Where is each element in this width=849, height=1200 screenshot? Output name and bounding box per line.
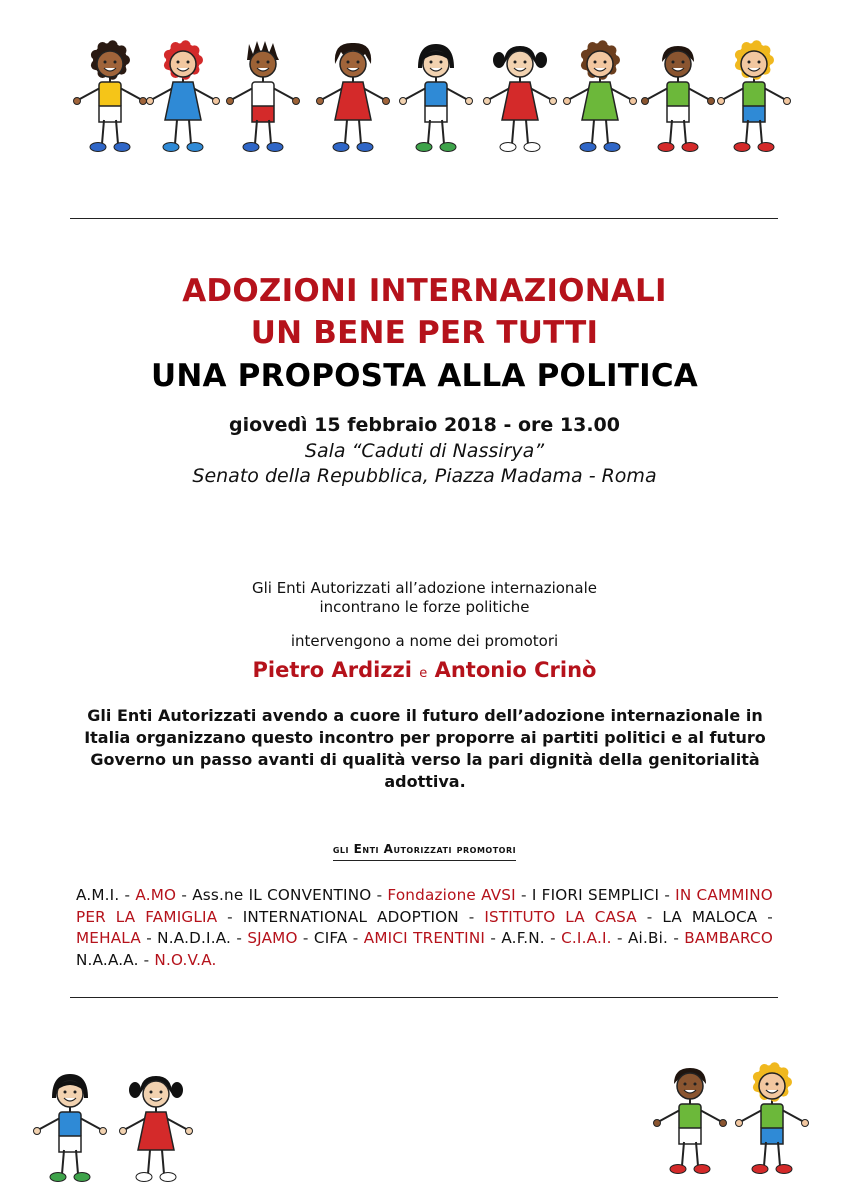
separator: - xyxy=(515,886,532,904)
children-illustration-top xyxy=(70,38,790,168)
separator: - xyxy=(659,886,676,904)
promoter-org: N.A.D.I.A. xyxy=(157,929,232,947)
promoters-label: gli Enti Autorizzati promotori xyxy=(333,842,516,861)
boy-yellow-shirt-icon xyxy=(70,38,150,163)
speaker-2: Antonio Crinò xyxy=(434,658,597,682)
promoter-org: IN CAMMINO PER LA FAMIGLIA xyxy=(76,886,773,926)
girl-red-hair-blue-dress-icon xyxy=(143,38,223,163)
separator: - xyxy=(371,886,388,904)
separator: - xyxy=(544,929,562,947)
promoter-org: C.I.A.I. xyxy=(561,929,612,947)
separator: - xyxy=(458,907,485,926)
boy-blonde-green-shirt-icon xyxy=(732,1060,812,1185)
speaker-1: Pietro Ardizzi xyxy=(252,658,412,682)
promoter-org: I FIORI SEMPLICI xyxy=(531,886,660,904)
bottom-divider xyxy=(70,997,778,998)
promoter-org: N.A.A.A. xyxy=(76,950,139,969)
promoters-label-wrap xyxy=(0,838,849,857)
separator: - xyxy=(485,929,502,947)
promoter-org: A.M.I. xyxy=(76,886,120,904)
separator: - xyxy=(297,929,314,947)
body-paragraph: Gli Enti Autorizzati avendo a cuore il futuro dell’adozione internazionale in Italia organizzano questo incontro per proporre ai partiti politici e al futuro Governo un passo avanti di qualità verso la pari dignità della genitorialità adottiva. xyxy=(84,706,766,791)
separator: - xyxy=(347,929,364,947)
intro-line-2: incontrano le forze politiche xyxy=(319,598,530,616)
promoter-org: A.F.N. xyxy=(501,929,545,947)
promoter-org: Fondazione AVSI xyxy=(387,886,516,904)
separator: - xyxy=(231,929,248,947)
intro-line-1: Gli Enti Autorizzati all’adozione internazionale xyxy=(251,579,598,597)
promoter-org: ISTITUTO LA CASA xyxy=(484,907,637,926)
promoters-list xyxy=(76,885,773,971)
girl-red-dress-icon xyxy=(313,38,393,163)
promoter-org: A.MO xyxy=(135,886,177,904)
event-place: Senato della Repubblica, Piazza Madama - Roma xyxy=(192,465,657,487)
children-illustration-bottom-left xyxy=(30,1068,200,1198)
promoter-org: BAMBARCO xyxy=(684,929,773,947)
title-line-1: ADOZIONI INTERNAZIONALI xyxy=(182,273,667,309)
girl-blue-shirt-icon xyxy=(30,1068,110,1193)
title-line-2: UN BENE PER TUTTI xyxy=(250,315,599,351)
promoter-org: AMICI TRENTINI xyxy=(363,929,486,947)
separator: - xyxy=(140,929,158,947)
separator: - xyxy=(217,907,243,926)
separator: - xyxy=(138,950,155,969)
separator: - xyxy=(757,907,773,926)
promoter-org: MEHALA xyxy=(76,929,141,947)
intro-line-3: intervengono a nome dei promotori xyxy=(290,632,559,650)
top-divider xyxy=(70,218,778,219)
separator: - xyxy=(668,929,685,947)
girl-red-dress-pigtails-icon xyxy=(480,38,560,163)
girl-green-dress-icon xyxy=(560,38,640,163)
promoter-org: CIFA xyxy=(313,929,348,947)
speakers xyxy=(0,658,849,682)
boy-white-shirt-icon xyxy=(223,38,303,163)
boy-green-shirt-icon xyxy=(638,38,718,163)
boy-blonde-green-shirt-icon xyxy=(714,38,794,163)
girl-blue-shirt-icon xyxy=(396,38,476,163)
event-room: Sala “Caduti di Nassirya” xyxy=(304,440,545,462)
children-illustration-bottom-right xyxy=(650,1060,820,1190)
event-date-time: giovedì 15 febbraio 2018 - ore 13.00 xyxy=(229,414,620,436)
promoter-org: Ass.ne IL CONVENTINO xyxy=(192,886,372,904)
title-line-3: UNA PROPOSTA ALLA POLITICA xyxy=(150,358,699,394)
separator: - xyxy=(176,886,193,904)
boy-green-shirt-icon xyxy=(650,1060,730,1185)
separator: - xyxy=(611,929,628,947)
promoter-org: INTERNATIONAL ADOPTION xyxy=(242,907,459,926)
separator: - xyxy=(119,886,136,904)
girl-red-dress-pigtails-icon xyxy=(116,1068,196,1193)
promoter-org: Ai.Bi. xyxy=(627,929,669,947)
separator: - xyxy=(636,907,663,926)
promoter-org: SJAMO xyxy=(247,929,298,947)
promoter-org: N.O.V.A. xyxy=(154,950,217,969)
speaker-conjunction: e xyxy=(419,666,428,681)
promoter-org: LA MALOCA xyxy=(662,907,758,926)
